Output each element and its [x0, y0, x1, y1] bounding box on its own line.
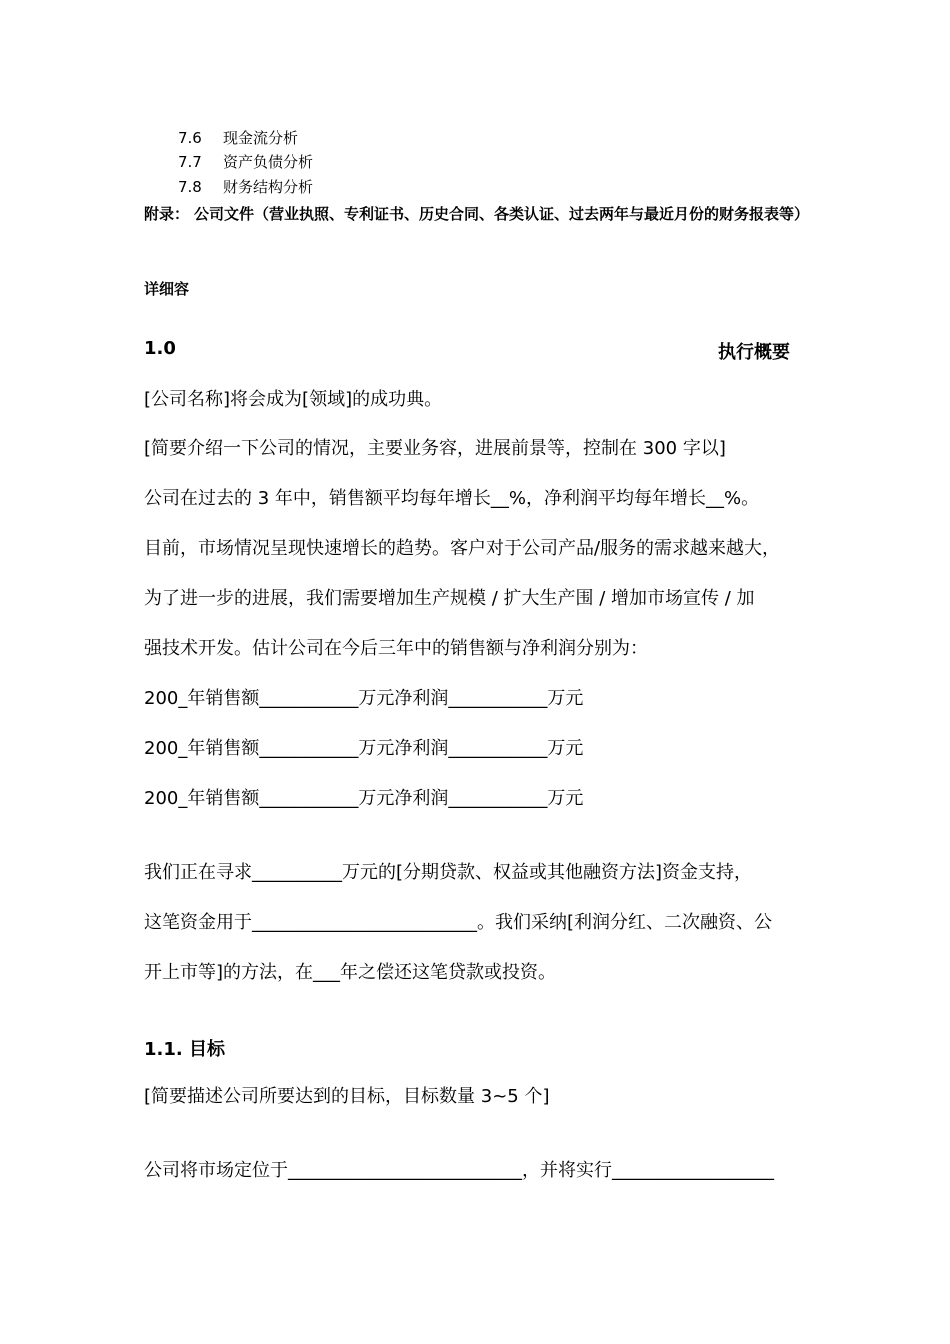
paragraph: [简要描述公司所要达到的目标，目标数量 3~5 个] — [144, 1086, 550, 1107]
paragraph: 强技术开发。估计公司在今后三年中的销售额与净利润分别为： — [144, 638, 648, 659]
paragraph: 公司将市场定位于__________________________，并将实行__________________ — [144, 1160, 774, 1181]
appendix-label: 附录： — [144, 205, 190, 223]
toc-item — [178, 177, 313, 197]
toc-number: 7.6 — [178, 129, 202, 147]
section-number: 1.0 — [144, 338, 176, 359]
detail-heading: 详细容 — [144, 280, 190, 298]
paragraph: [公司名称]将会成为[领域]的成功典。 — [144, 389, 443, 410]
toc-number: 7.8 — [178, 178, 202, 196]
paragraph: 开上市等]的方法，在___年之偿还这笔贷款或投资。 — [144, 962, 557, 983]
toc-label: 资产负债分析 — [223, 153, 314, 171]
paragraph: 公司在过去的 3 年中，销售额平均每年增长__%，净利润平均每年增长__%。 — [144, 488, 760, 509]
toc-item — [178, 128, 298, 148]
forecast-line: 200_年销售额___________万元净利润___________万元 — [144, 788, 584, 809]
appendix-text: 公司文件（营业执照、专利证书、历史合同、各类认证、过去两年与最近月份的财务报表等） — [194, 205, 810, 223]
forecast-line: 200_年销售额___________万元净利润___________万元 — [144, 688, 584, 709]
section-heading-1-1: 1.1. 目标 — [144, 1039, 225, 1060]
section-heading-1-0 — [144, 338, 790, 364]
toc-label: 财务结构分析 — [223, 178, 314, 196]
paragraph: 这笔资金用于_________________________。我们采纳[利润分红、二次融资、公 — [144, 912, 773, 933]
toc-number: 7.7 — [178, 153, 202, 171]
appendix-entry — [144, 202, 814, 226]
paragraph: [简要介绍一下公司的情况，主要业务容，进展前景等，控制在 300 字以] — [144, 438, 726, 459]
paragraph: 为了进一步的进展，我们需要增加生产规模 / 扩大生产围 / 增加市场宣传 / 加 — [144, 588, 755, 609]
paragraph: 我们正在寻求__________万元的[分期贷款、权益或其他融资方法]资金支持， — [144, 862, 753, 883]
forecast-line: 200_年销售额___________万元净利润___________万元 — [144, 738, 584, 759]
paragraph: 目前，市场情况呈现快速增长的趋势。客户对于公司产品/服务的需求越来越大， — [144, 538, 781, 559]
toc-label: 现金流分析 — [223, 129, 299, 147]
section-title: 执行概要 — [718, 342, 790, 363]
toc-item — [178, 152, 313, 172]
